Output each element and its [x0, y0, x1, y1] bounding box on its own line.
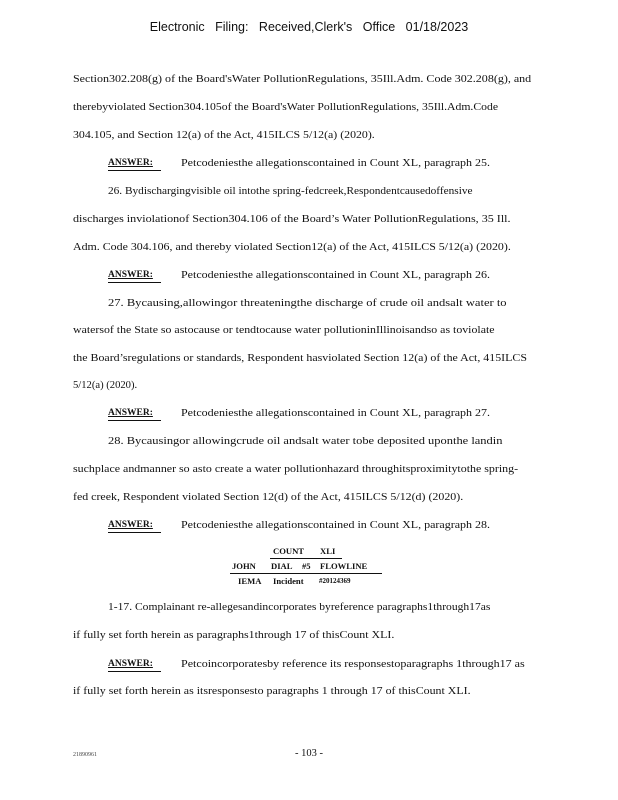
- answer-underline: [108, 420, 161, 421]
- paragraph-line: 27. Bycausing,allowingor threateningthe discharge of crude oil andsalt water to: [108, 298, 507, 309]
- table-cell: #20124369: [319, 577, 351, 585]
- answer-text: Petcodeniesthe allegationscontained in Count XL, paragraph 28.: [181, 520, 491, 531]
- answer-text: Petcoincorporatesby reference its responsestoparagraphs 1through17 as: [181, 659, 525, 670]
- answer-text: if fully set forth herein as itsresponsesto paragraphs 1 through 17 of thisCount XLI.: [73, 686, 471, 697]
- paragraph-line: 5/12(a) (2020).: [73, 380, 138, 391]
- filing-header: Electronic Filing: Received,Clerk's Office 01/18/2023: [149, 20, 469, 34]
- table-cell: DIAL: [271, 561, 293, 571]
- answer-underline: [108, 282, 161, 283]
- paragraph-line: watersof the State so astocause or tendtocause water pollutioninIllinoisandso as toviolate: [73, 325, 495, 336]
- paragraph-line: 1-17. Complainant re-allegesandincorporates byreference paragraphs1through17as: [108, 602, 491, 613]
- table-cell: FLOWLINE: [320, 561, 368, 571]
- answer-underline: [108, 170, 161, 171]
- paragraph-line: 26. Bydischargingvisible oil intothe spring-fedcreek,Respondentcausedoffensive: [108, 186, 473, 197]
- answer-label: ANSWER:: [108, 158, 153, 168]
- table-rule: [270, 558, 342, 559]
- answer-label: ANSWER:: [108, 520, 153, 530]
- paragraph-line: discharges inviolationof Section304.106 of the Board’s Water PollutionRegulations, 35 Ill.: [73, 214, 511, 225]
- answer-label: ANSWER:: [108, 659, 153, 669]
- paragraph-line: Adm. Code 304.106, and thereby violated Section12(a) of the Act, 415ILCS 5/12(a) (2020).: [73, 242, 511, 253]
- table-cell: #5: [302, 561, 311, 571]
- answer-text: Petcodeniesthe allegationscontained in Count XL, paragraph 26.: [181, 270, 491, 281]
- paragraph-line: 28. Bycausingor allowingcrude oil andsalt water tobe deposited uponthe landin: [108, 436, 503, 447]
- count-value: XLI: [320, 546, 336, 556]
- table-cell: IEMA: [238, 576, 262, 586]
- paragraph-line: the Board’sregulations or standards, Respondent hasviolated Section 12(a) of the Act, 415ILCS: [73, 353, 527, 364]
- table-cell: JOHN: [232, 561, 256, 571]
- paragraph-line: 304.105, and Section 12(a) of the Act, 415ILCS 5/12(a) (2020).: [73, 130, 375, 141]
- document-id: 21890961: [73, 752, 97, 758]
- answer-label: ANSWER:: [108, 408, 153, 418]
- count-label: COUNT: [273, 546, 305, 556]
- paragraph-line: therebyviolated Section304.105of the Board'sWater PollutionRegulations, 35Ill.Adm.Code: [73, 102, 499, 113]
- table-rule: [230, 573, 382, 574]
- paragraph-line: Section302.208(g) of the Board'sWater PollutionRegulations, 35Ill.Adm. Code 302.208(g), and: [73, 74, 532, 85]
- paragraph-line: suchplace andmanner so asto create a water pollutionhazard throughitsproximitytothe spring-: [73, 464, 519, 475]
- paragraph-line: if fully set forth herein as paragraphs1through 17 of thisCount XLI.: [73, 630, 395, 641]
- page-number: - 103 -: [295, 748, 323, 759]
- answer-underline: [108, 532, 161, 533]
- answer-label: ANSWER:: [108, 270, 153, 280]
- table-cell: Incident: [273, 576, 304, 586]
- paragraph-line: fed creek, Respondent violated Section 12(d) of the Act, 415ILCS 5/12(d) (2020).: [73, 492, 464, 503]
- answer-text: Petcodeniesthe allegationscontained in Count XL, paragraph 25.: [181, 158, 491, 169]
- answer-text: Petcodeniesthe allegationscontained in Count XL, paragraph 27.: [181, 408, 491, 419]
- answer-underline: [108, 671, 161, 672]
